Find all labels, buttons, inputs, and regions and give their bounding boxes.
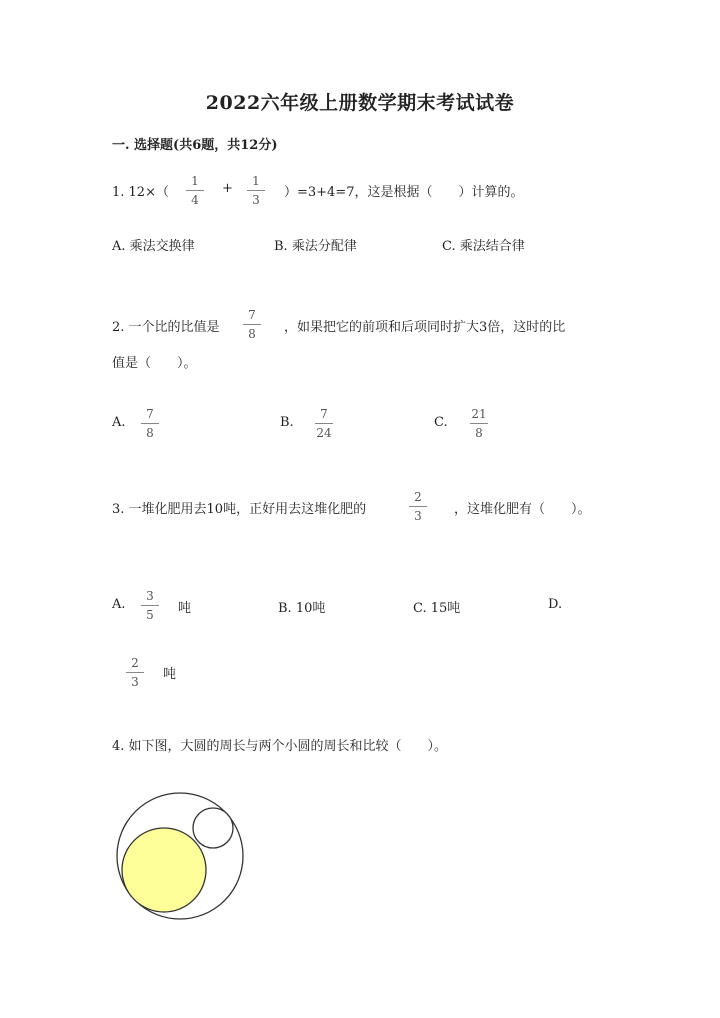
circles-figure (112, 790, 252, 930)
q1-plus: + (222, 181, 233, 196)
q1-option-a: A. 乘法交换律 (112, 239, 195, 254)
section-heading: 一. 选择题(共6题，共12分) (112, 138, 278, 153)
yellow-small-circle (122, 828, 206, 912)
q2-option-c-fraction: 21 8 (471, 407, 487, 440)
q3-option-a-fraction: 3 5 (137, 589, 163, 622)
white-small-circle (193, 808, 233, 848)
q2-prefix: 2. 一个比的比值是 (112, 320, 220, 335)
q3-prefix: 3. 一堆化肥用去10吨，正好用去这堆化肥的 (112, 502, 367, 517)
q3-option-b: B. 10吨 (278, 601, 326, 616)
q3-option-a-label: A. (112, 597, 126, 612)
q3-suffix: ，这堆化肥有（ ）。 (454, 502, 591, 517)
q1-option-b: B. 乘法分配律 (274, 239, 357, 254)
q1-fraction-a: 1 4 (182, 174, 208, 207)
q1-fraction-b: 1 3 (243, 174, 269, 207)
q1-option-c: C. 乘法结合律 (442, 239, 525, 254)
q2-option-b-fraction: 7 24 (316, 407, 332, 440)
q2-option-a-fraction: 7 8 (137, 407, 163, 440)
q2-suffix: ，如果把它的前项和后项同时扩大3倍，这时的比 (284, 320, 566, 335)
q2-option-c-label: C. (434, 415, 448, 430)
q3-fraction: 2 3 (405, 490, 431, 523)
q2-fraction: 7 8 (239, 308, 265, 341)
q2-line2: 值是（ ）。 (112, 356, 197, 371)
page-title: 2022六年级上册数学期末考试试卷 (205, 92, 515, 114)
q3-option-a-unit: 吨 (178, 601, 192, 616)
q3-option-d-unit: 吨 (163, 667, 177, 682)
q3-option-c: C. 15吨 (413, 601, 461, 616)
q4-text: 4. 如下图，大圆的周长与两个小圆的周长和比较（ ）。 (112, 739, 448, 754)
q3-option-d-fraction: 2 3 (122, 656, 148, 689)
q3-option-d-label: D. (548, 597, 563, 612)
q1-suffix: ）=3+4=7，这是根据（ ）计算的。 (284, 185, 524, 200)
q2-option-a-label: A. (112, 415, 126, 430)
q1-prefix: 1. 12×（ (112, 185, 169, 200)
q2-option-b-label: B. (280, 415, 294, 430)
